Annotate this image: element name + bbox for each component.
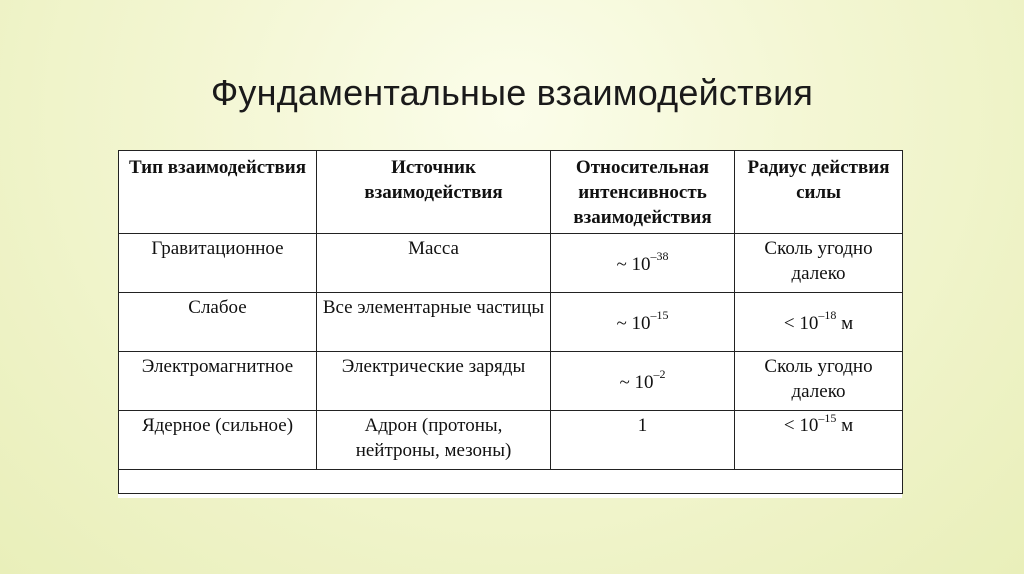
table-empty-row <box>119 470 903 494</box>
header-radius: Радиус действия силы <box>735 151 903 234</box>
radius-base: Сколь угодно далеко <box>764 238 873 284</box>
cell-intensity <box>551 352 735 411</box>
radius-base: < 10 <box>783 415 819 436</box>
intensity-base: ~ 10 <box>616 253 651 275</box>
cell-source: Масса <box>317 234 551 293</box>
table-row <box>119 293 903 352</box>
cell-type: Слабое <box>119 293 317 352</box>
header-source: Источник взаимодействия <box>317 151 551 234</box>
cell-radius <box>735 234 903 293</box>
slide-title: Фундаментальные взаимодействия <box>210 72 814 114</box>
intensity-base: ~ 10 <box>619 371 654 393</box>
radius-unit: м <box>836 312 854 334</box>
cell-source: Все элементарные частицы <box>317 293 551 352</box>
intensity-base: ~ 10 <box>616 312 651 334</box>
cell-intensity <box>551 234 735 293</box>
table-row <box>119 411 903 470</box>
interactions-table <box>118 150 903 494</box>
radius-exponent: –18 <box>818 308 837 323</box>
header-intensity: Относительная интенсивность взаимодействия <box>551 151 735 234</box>
radius-exponent: –15 <box>818 410 837 425</box>
cell-intensity <box>551 293 735 352</box>
cell-radius <box>735 293 903 352</box>
table-header-row <box>119 151 903 234</box>
table-row <box>119 352 903 411</box>
header-type: Тип взаимодействия <box>119 151 317 234</box>
empty-cell <box>119 470 903 494</box>
table-row <box>119 234 903 293</box>
intensity-exponent: –38 <box>650 249 669 264</box>
radius-base: Сколь угодно далеко <box>764 356 873 402</box>
radius-unit: м <box>836 415 854 436</box>
intensity-exponent: –15 <box>650 308 669 323</box>
interactions-table-container <box>118 150 902 498</box>
cell-intensity <box>551 411 735 470</box>
cell-radius <box>735 411 903 470</box>
cell-type: Ядерное (сильное) <box>119 411 317 470</box>
cell-type: Электромагнитное <box>119 352 317 411</box>
cell-source: Электрические заряды <box>317 352 551 411</box>
intensity-base: 1 <box>637 415 648 436</box>
cell-type: Гравитационное <box>119 234 317 293</box>
cell-source: Адрон (протоны, нейтроны, мезоны) <box>317 411 551 470</box>
radius-base: < 10 <box>783 312 819 334</box>
cell-radius <box>735 352 903 411</box>
intensity-exponent: –2 <box>653 367 666 382</box>
